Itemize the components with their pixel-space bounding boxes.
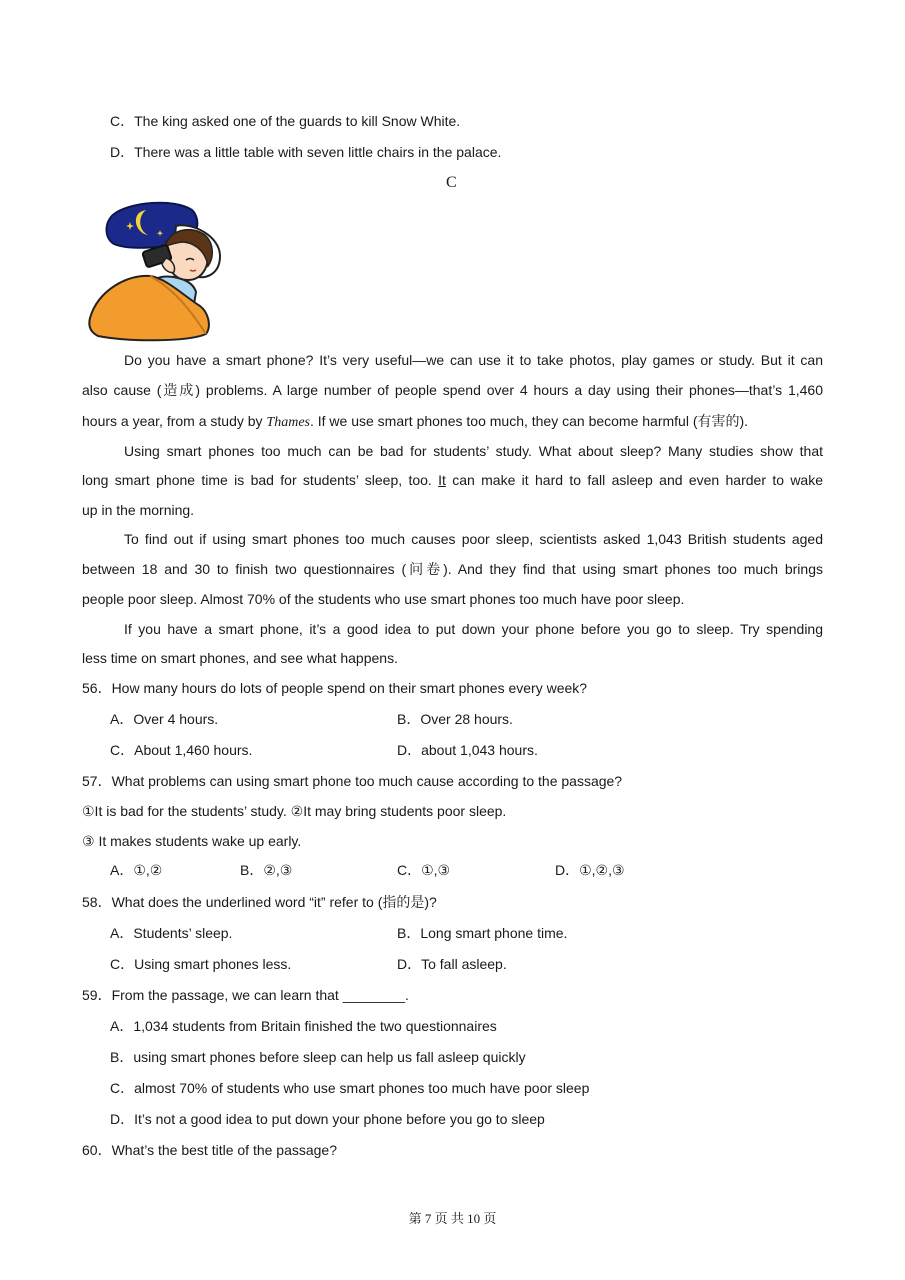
paragraph-1-line-3-end: . If we use smart phones too much, they can become harmful (有害的). (309, 413, 749, 429)
paragraph-3-line-3: people poor sleep. Almost 70% of the students who use smart phones too much have poor sleep. (82, 591, 685, 607)
paragraph-1-line-3 (82, 412, 748, 432)
page-footer: 第 7 页 共 10 页 (408, 1211, 497, 1226)
question-59-option-b[interactable]: B．using smart phones before sleep can help us fall asleep quickly (110, 1049, 526, 1065)
question-56-option-d[interactable]: D．about 1,043 hours. (397, 742, 538, 758)
paragraph-2-line-3: up in the morning. (82, 502, 195, 518)
question-59-option-a[interactable]: A．1,034 students from Britain finished the two questionnaires (110, 1018, 497, 1034)
prev-option-c: C．The king asked one of the guards to kill Snow White. (110, 113, 461, 129)
question-58-option-c[interactable]: C．Using smart phones less. (110, 956, 292, 972)
question-58-option-a[interactable]: A．Students’ sleep. (110, 925, 233, 941)
question-59-stem: 59．From the passage, we can learn that ________. (82, 987, 409, 1003)
question-56-option-a[interactable]: A．Over 4 hours. (110, 711, 219, 727)
question-56-stem: 56．How many hours do lots of people spend on their smart phones every week? (82, 680, 588, 696)
paragraph-2-line-2 (82, 471, 823, 489)
question-57-option-d[interactable]: D．①,②,③ (555, 862, 625, 878)
paragraph-2-line-2-start: long smart phone time is bad for students’ sleep, too. (82, 472, 439, 488)
child-phone-bed-illustration (88, 200, 223, 342)
paragraph-4-line-2: less time on smart phones, and see what happens. (82, 650, 398, 666)
paragraph-1-line-3-start: hours a year, from a study by (82, 413, 267, 429)
question-58-stem: 58．What does the underlined word “it” refer to (指的是)? (82, 894, 437, 910)
question-58-option-b[interactable]: B．Long smart phone time. (397, 925, 568, 941)
section-label: C (446, 174, 457, 191)
question-56-option-c[interactable]: C．About 1,460 hours. (110, 742, 253, 758)
question-57-option-b[interactable]: B．②,③ (240, 862, 293, 878)
study-source: Thames (266, 415, 310, 430)
question-58-option-d[interactable]: D．To fall asleep. (397, 956, 507, 972)
question-57-option-c[interactable]: C．①,③ (397, 862, 451, 878)
question-57-stem: 57．What problems can using smart phone too much cause according to the passage? (82, 773, 623, 789)
question-57-option-a[interactable]: A．①,② (110, 862, 163, 878)
paragraph-2-line-1: Using smart phones too much can be bad for students’ study. What about sleep? Many studies show that (124, 443, 823, 459)
question-59-option-d[interactable]: D．It’s not a good idea to put down your phone before you go to sleep (110, 1111, 545, 1127)
paragraph-3-line-1: To find out if using smart phones too much causes poor sleep, scientists asked 1,043 British students aged (124, 531, 823, 547)
paragraph-1-line-1: Do you have a smart phone? It’s very useful—we can use it to take photos, play games or study. But it can (124, 352, 823, 368)
paragraph-3-line-2: between 18 and 30 to finish two questionnaires (问卷). And they find that using smart phones too much brings (82, 561, 823, 577)
question-56-option-b[interactable]: B．Over 28 hours. (397, 711, 513, 727)
prev-option-d: D．There was a little table with seven little chairs in the palace. (110, 144, 502, 160)
question-57-statements-1-2: ①It is bad for the students’ study. ②It may bring students poor sleep. (82, 803, 507, 819)
underlined-word: It (438, 472, 446, 488)
question-57-statement-3: ③ It makes students wake up early. (82, 833, 302, 849)
paragraph-2-line-2-end: can make it hard to fall asleep and even harder to wake (445, 472, 823, 488)
question-59-option-c[interactable]: C．almost 70% of students who use smart phones too much have poor sleep (110, 1080, 590, 1096)
paragraph-4-line-1: If you have a smart phone, it’s a good idea to put down your phone before you go to sleep. Try spending (124, 621, 823, 637)
paragraph-1-line-2: also cause (造成) problems. A large number of people spend over 4 hours a day using their phones—that’s 1,460 (82, 382, 823, 398)
question-60-stem: 60．What’s the best title of the passage? (82, 1142, 338, 1158)
